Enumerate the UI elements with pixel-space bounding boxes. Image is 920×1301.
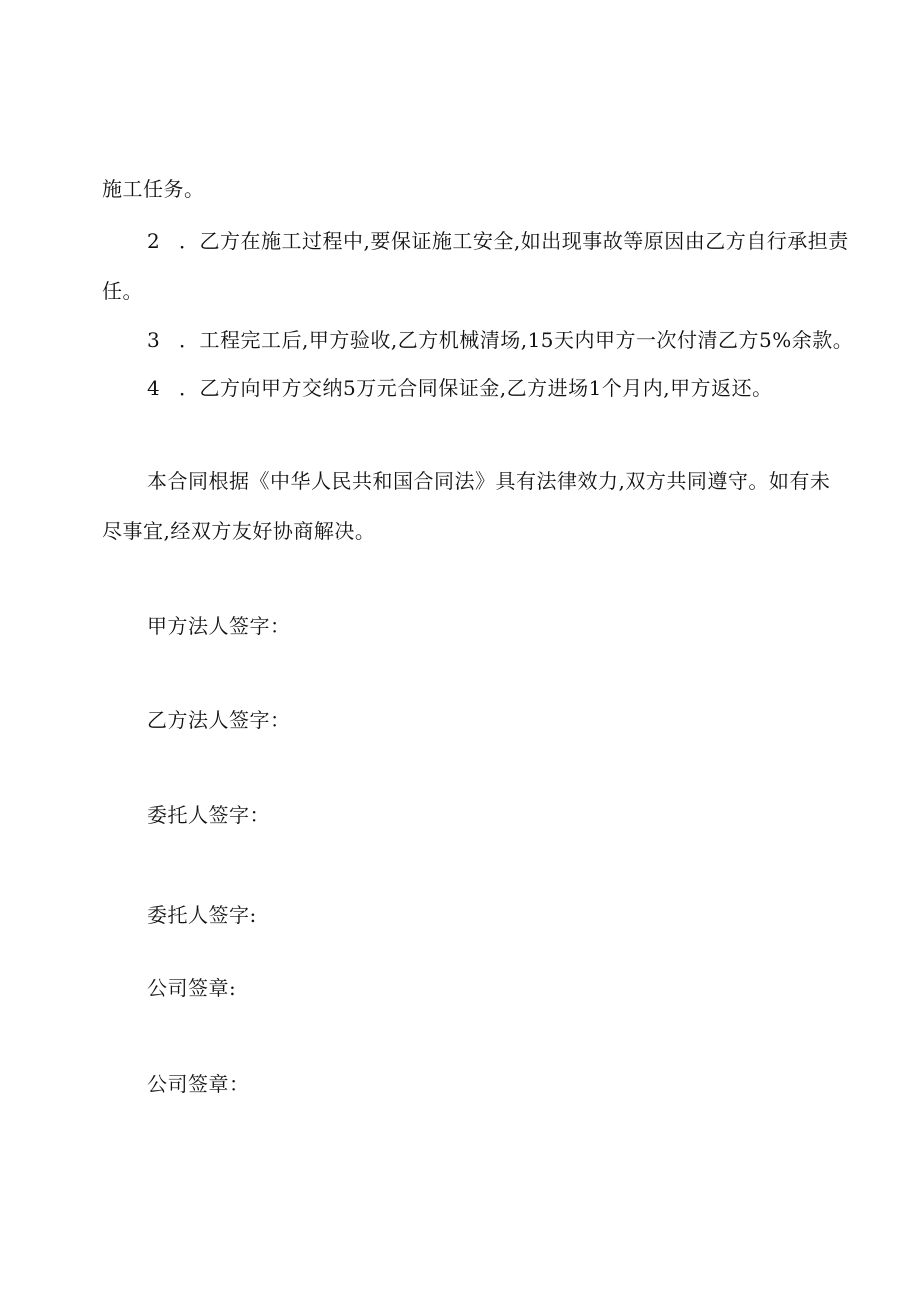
signature-party-a-legal: 甲方法人签字： [147,614,291,638]
clause-4-line [147,374,773,402]
clause-3-text: ．工程完工后,甲方验收,乙方机械清场,15天内甲方一次付清乙方5%余款。 [179,328,854,352]
clause-2-text: ．乙方在施工过程中,要保证施工安全,如出现事故等原因由乙方自行承担责 [179,229,849,253]
clause-4-number: 4 [147,376,161,400]
company-seal-1: 公司签章: [147,976,237,1000]
clause-2-line-1 [147,227,849,255]
clause-2-number: 2 [147,229,161,253]
clause-4-text: ．乙方向甲方交纳5万元合同保证金,乙方进场1个月内,甲方返还。 [179,376,773,400]
clause-2-line-2: 任。 [102,279,143,303]
signature-delegate-1: 委托人签字： [147,803,270,827]
closing-line-1: 本合同根据《中华人民共和国合同法》具有法律效力,双方共同遵守。如有未 [147,469,831,493]
closing-line-2: 尽事宜,经双方友好协商解决。 [102,519,376,543]
company-seal-2: 公司签章： [147,1072,250,1096]
signature-delegate-2: 委托人签字: [147,903,257,927]
continued-text: 施工任务。 [102,177,205,201]
clause-3-number: 3 [147,328,161,352]
clause-3-line [147,326,853,354]
signature-party-b-legal: 乙方法人签字： [147,708,291,732]
